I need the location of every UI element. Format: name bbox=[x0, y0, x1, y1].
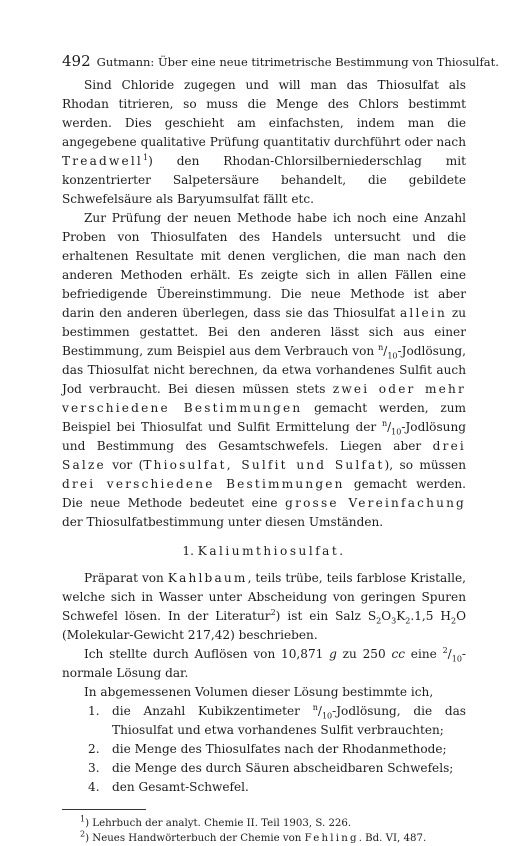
paragraph-preparation: Präparat von Kahlbaum, teils trübe, teils farblose Kristalle, welche sich in Wasser unter Abscheidung von geringen Spuren Schwefel lösen. In der Literatur$^2$) ist ein Salz $S_2O_3K_2.1,5$ $H_2O$ (Molekular-Gewicht 217,42) beschrieben. bbox=[62, 571, 466, 642]
author-treadwell: Treadwell bbox=[62, 154, 144, 168]
footnote-ref-2: 2 bbox=[270, 607, 276, 617]
emphasis-salt-list: Thiosulfat, Sulfit und Sulfat bbox=[143, 458, 385, 472]
paragraph-solution: Ich stellte durch Auflösen von 10,871 g zu 250 cc eine $^2/_{10}$-normale Lösung dar. bbox=[62, 645, 467, 680]
emphasis-vereinfachung: grosse Vereinfachung bbox=[285, 496, 466, 510]
footnote-ref-1: 1 bbox=[143, 152, 149, 162]
list-item: 3. die Menge des durch Säuren abscheidbaren Schwefels; bbox=[88, 761, 454, 775]
emphasis-drei-salze: drei Salze bbox=[62, 439, 466, 472]
paragraph-method-comparison: Zur Prüfung der neuen Methode habe ich noch eine Anzahl Proben von Thiosulfaten des Handels untersucht und die erhaltenen Resultate mit denen verglichen, die man nach den anderen Methoden erhält. Es zeigte sich in allen Fällen eine befriedigende Übereinstimmung. Die neue Methode ist aber darin den anderen überlegen, dass sie das Thiosulfat allein zu bestimmen gestattet. Bei den anderen lässt sich aus einer Bestimmung, zum Beispiel aus dem Verbrauch von $^n/_{10}$-Jodlösung, das Thiosulfat nicht berechnen, da etwa vorhandenes Sulfit auch Jod verbraucht. Bei diesen müssen stets zwei oder mehr verschiedene Bestimmungen gemacht werden, zum Beispiel bei Thiosulfat und Sulfit Ermittelung der $^n/_{10}$-Jodlösung und Bestimmung des Gesamtschwefels. Liegen aber drei Salze vor (Thiosulfat, Sulfit und Sulfat), so müssen drei verschiedene Bestimmungen gemacht werden. Die neue Methode bedeutet eine grosse Vereinfachung der Thiosulfatbestimmung unter diesen Umständen. bbox=[62, 211, 467, 529]
section-heading: 1. Kaliumthiosulfat. bbox=[182, 544, 346, 558]
footnote-2: $^2$) Neues Handwörterbuch der Chemie von Fehling. Bd. VI, 487. bbox=[80, 829, 427, 844]
author-fehling: Fehling bbox=[304, 833, 359, 844]
emphasis-drei-bestimmungen: drei verschiedene Bestimmungen bbox=[62, 477, 345, 491]
page-number: 492 bbox=[62, 52, 91, 70]
running-header bbox=[62, 52, 499, 70]
emphasis-allein: allein bbox=[399, 306, 447, 320]
page bbox=[62, 52, 499, 846]
determination-list bbox=[62, 702, 466, 797]
emphasis-zwei-bestimmungen: zwei oder mehr verschiedene Bestimmungen bbox=[62, 382, 466, 415]
footnote-divider bbox=[62, 809, 146, 810]
list-item: 1. die Anzahl Kubikzentimeter $^n/_{10}$-Jodlösung, die das Thiosulfat und etwa vorhandenes Sulfit verbrauchten; bbox=[88, 702, 466, 737]
paragraph-chloride-determination: Sind Chloride zugegen und will man das Thiosulfat als Rhodan titrieren, so muss die Menge des Chlors bestimmt werden. Dies geschieht am einfachsten, indem man die angegebene qualitative Prüfung quantitativ durchführt oder nach Treadwell$^1$) den Rhodan-Chlorsilberniederschlag mit konzentrierter Salpetersäure behandelt, die gebildete Schwefelsäure als Baryumsulfat fällt etc. bbox=[62, 78, 466, 206]
section-title: Kaliumthiosulfat. bbox=[197, 544, 346, 558]
author-kahlbaum: Kahlbaum bbox=[167, 571, 248, 585]
footnote-1: $^1$) Lehrbuch der analyt. Chemie II. Teil 1903, S. 226. bbox=[80, 814, 352, 829]
paragraph-intro-list: In abgemessenen Volumen dieser Lösung bestimmte ich, bbox=[84, 685, 434, 699]
list-item: 4. den Gesamt-Schwefel. bbox=[88, 780, 249, 794]
list-item: 2. die Menge des Thiosulfates nach der Rhodanmethode; bbox=[88, 742, 447, 756]
running-title: Gutmann: Über eine neue titrimetrische Bestimmung von Thiosulfat. bbox=[96, 55, 499, 69]
